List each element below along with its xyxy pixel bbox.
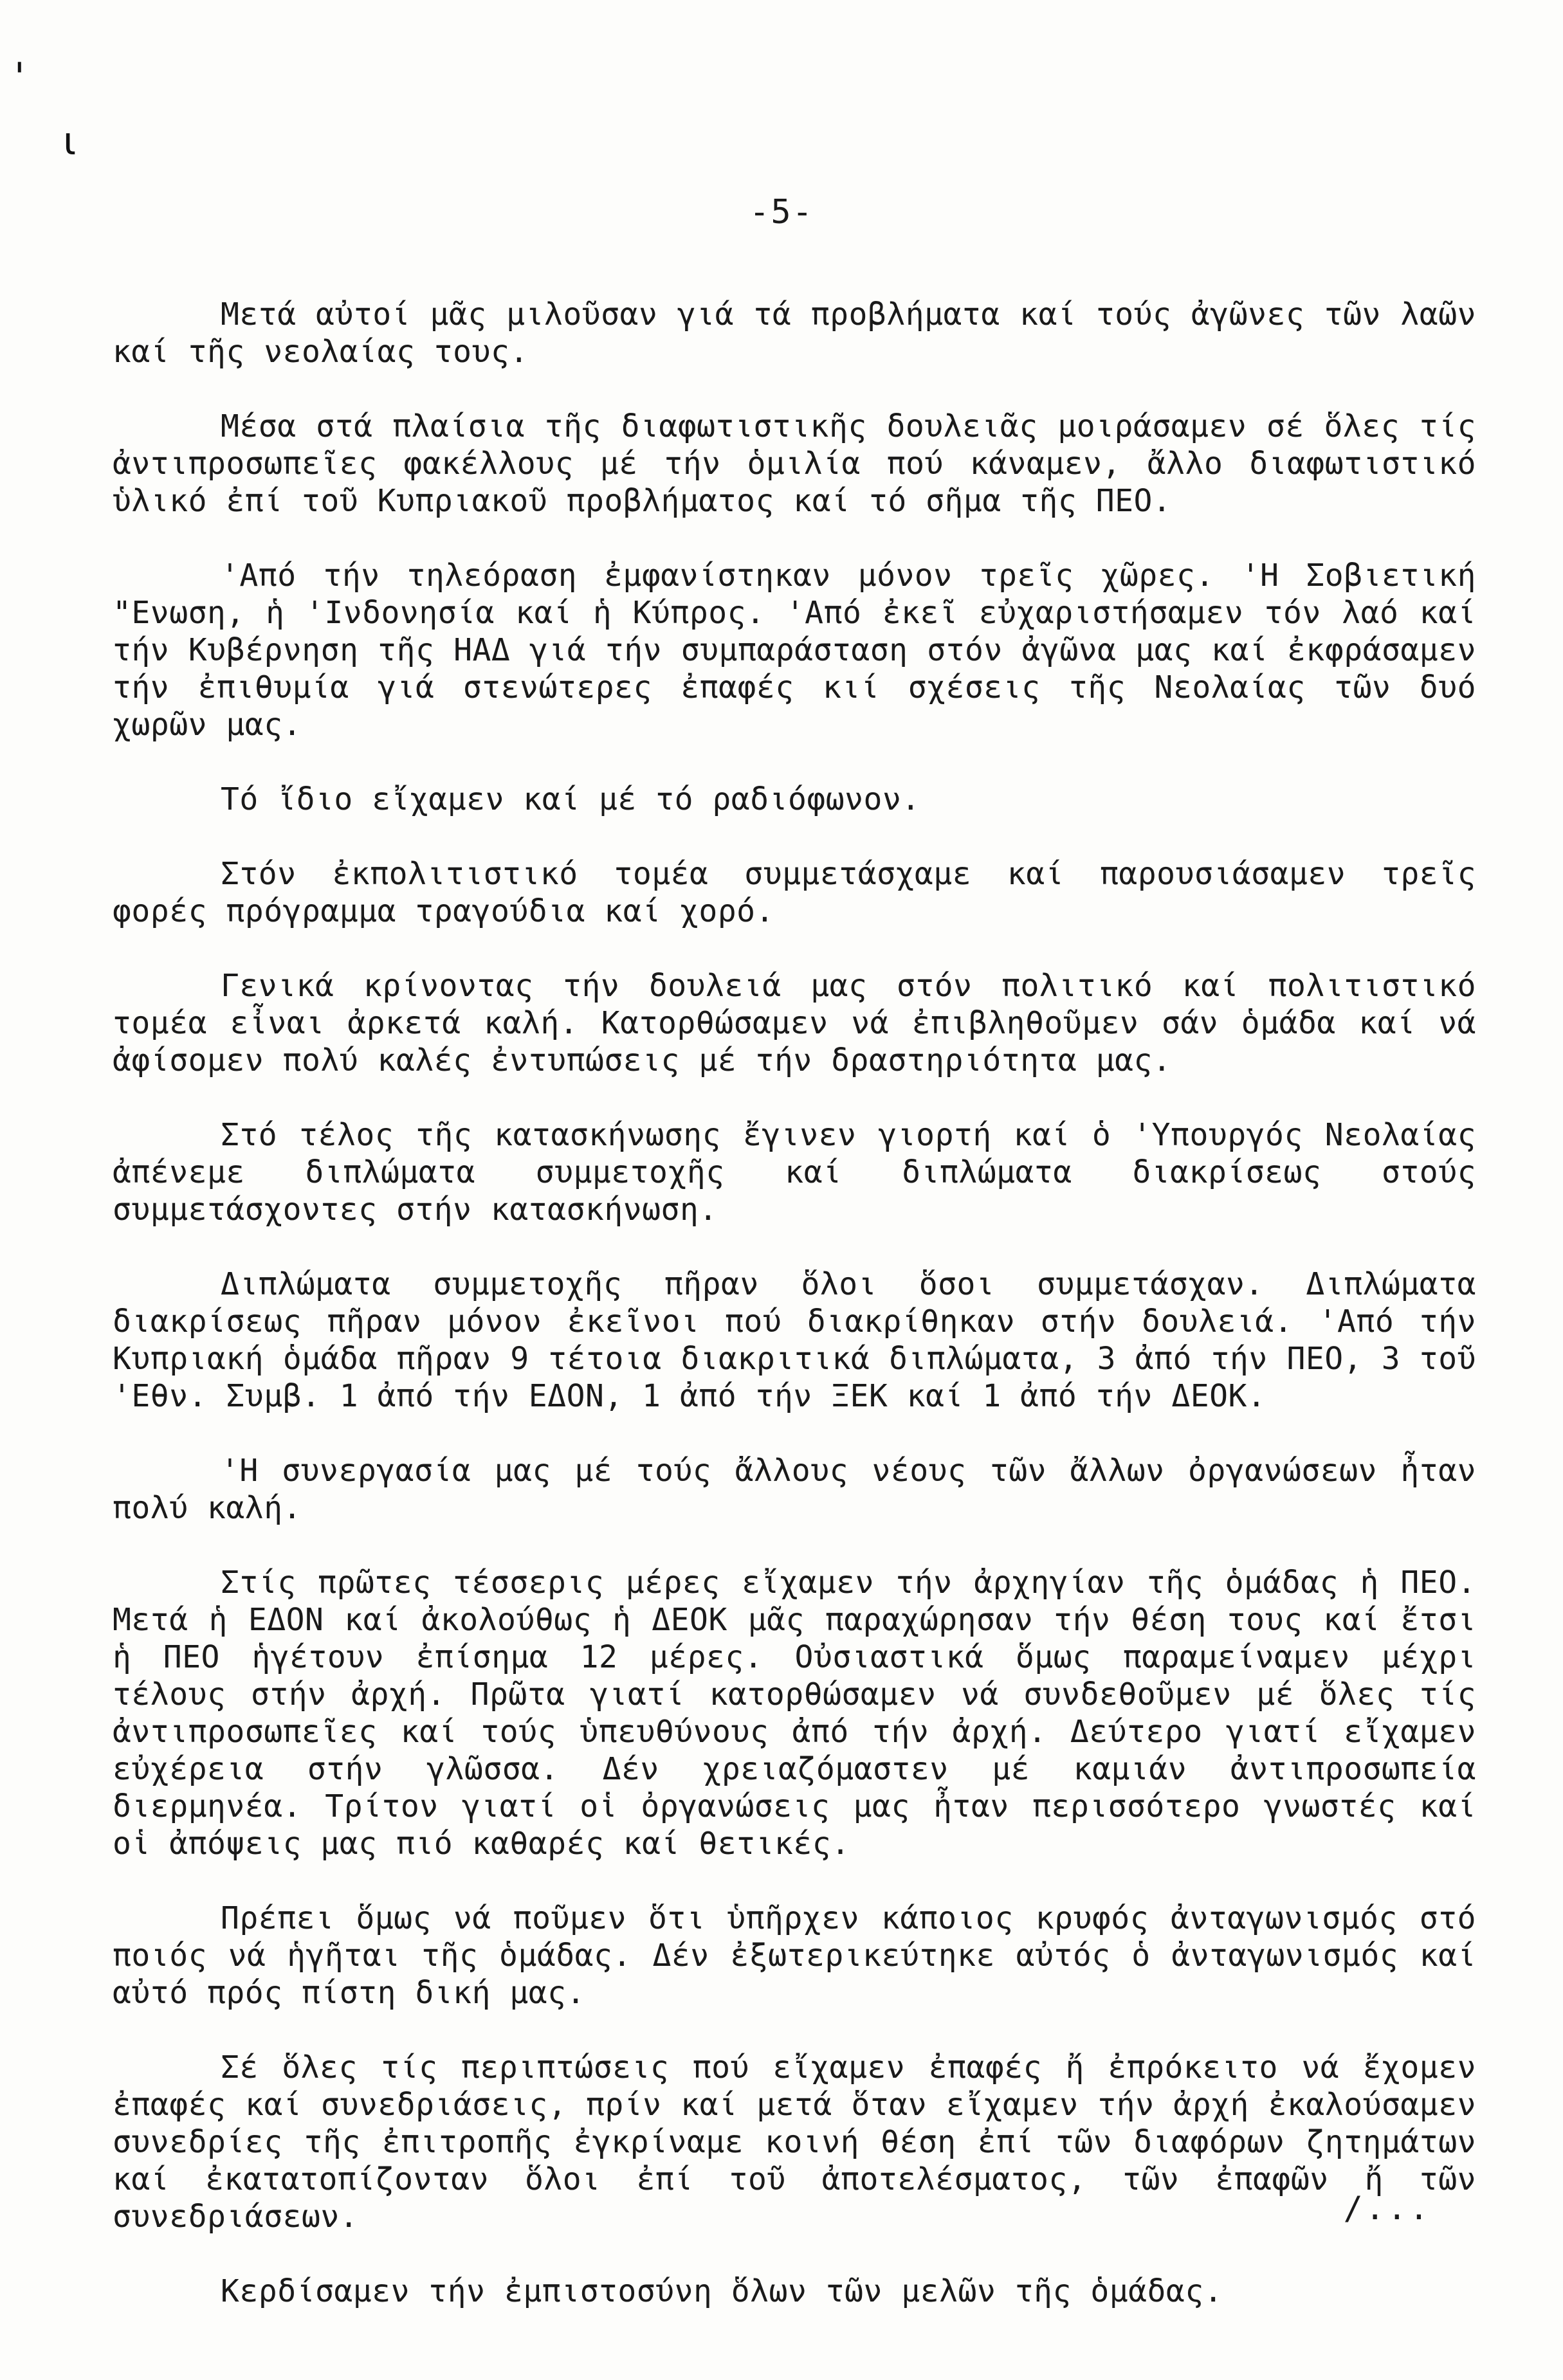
paragraph: Στόν ἐκπολιτιστικό τομέα συμμετάσχαμε καί παρουσιάσαμεν τρεῖς φορές πρόγραμμα τραγούδια καί χορό. <box>113 856 1495 929</box>
paragraph: Διπλώματα συμμετοχῆς πῆραν ὅλοι ὅσοι συμμετάσχαν. Διπλώματα διακρίσεως πῆραν μόνον ἐκεῖνοι πού διακρίθηκαν στήν δουλειά. 'Από τήν Κυπριακή ὁμάδα πῆραν 9 τέτοια διακριτικά διπλώματα, 3 ἀπό τήν ΠΕΟ, 3 τοῦ 'Εθν. Συμβ. 1 ἀπό τήν ΕΔΟΝ, 1 ἀπό τήν ΞΕΚ καί 1 ἀπό τήν ΔΕΟΚ. <box>113 1266 1495 1414</box>
page-number: -5- <box>749 193 814 232</box>
margin-mark-lower: ι <box>63 119 77 164</box>
paragraph: Σέ ὅλες τίς περιπτώσεις πού εἴχαμεν ἐπαφές ἤ ἐπρόκειτο νά ἔχομεν ἐπαφές καί συνεδριάσεις, πρίν καί μετά ὅταν εἴχαμεν τήν ἀρχή ἐκαλούσαμεν συνεδρίες τῆς ἐπιτροπῆς ἐγκρίναμε κοινή θέση ἐπί τῶν διαφόρων ζητημάτων καί ἐκατατοπίζονταν ὅλοι ἐπί τοῦ ἀποτελέσματος, τῶν ἐπαφῶν ἤ τῶν συνεδριάσεων. <box>113 2049 1495 2235</box>
paragraph: Κερδίσαμεν τήν ἐμπιστοσύνη ὅλων τῶν μελῶν τῆς ὁμάδας. <box>221 2273 1223 2309</box>
paragraph: Στίς πρῶτες τέσσερις μέρες εἴχαμεν τήν ἀρχηγίαν τῆς ὁμάδας ἡ ΠΕΟ. Μετά ἡ ΕΔΟΝ καί ἀκολούθως ἡ ΔΕΟΚ μᾶς παραχώρησαν τήν θέση τους καί ἔτσι ἡ ΠΕΟ ἡγέτουν ἐπίσημα 12 μέρες. Οὐσιαστικά ὅμως παραμείναμεν μέχρι τέλους στήν ἀρχή. Πρῶτα γιατί κατορθώσαμεν νά συνδεθοῦμεν μέ ὅλες τίς ἀντιπροσωπεῖες καί τούς ὑπευθύνους ἀπό τήν ἀρχή. Δεύτερο γιατί εἴχαμεν εὐχέρεια στήν γλῶσσα. Δέν χρειαζόμαστεν μέ καμιάν ἀντιπροσωπεία διερμηνέα. Τρίτον γιατί οἱ ὀργανώσεις μας ἦταν περισσότερο γνωστές καί οἱ ἀπόψεις μας πιό καθαρές καί θετικές. <box>113 1565 1495 1862</box>
margin-mark-top: ' <box>14 55 25 100</box>
paragraph: Στό τέλος τῆς κατασκήνωσης ἔγινεν γιορτή καί ὁ 'Υπουργός Νεολαίας ἀπένεμε διπλώματα συμμετοχῆς καί διπλώματα διακρίσεως στούς συμμετάσχοντες στήν κατασκήνωση. <box>113 1117 1495 1228</box>
paragraph: 'Από τήν τηλεόραση ἐμφανίστηκαν μόνον τρεῖς χῶρες. 'Η Σοβιετική "Ενωση, ἡ 'Ινδονησία καί ἡ Κύπρος. 'Από ἐκεῖ εὐχαριστήσαμεν τόν λαό καί τήν Κυβέρνηση τῆς ΗΑΔ γιά τήν συμπαράσταση στόν ἀγῶνα μας καί ἐκφράσαμεν τήν ἐπιθυμία γιά στενώτερες ἐπαφές κιί σχέσεις τῆς Νεολαίας τῶν δυό χωρῶν μας. <box>113 558 1495 743</box>
paragraph: Γενικά κρίνοντας τήν δουλειά μας στόν πολιτικό καί πολιτιστικό τομέα εἶναι ἀρκετά καλή. Κατορθώσαμεν νά ἐπιβληθοῦμεν σάν ὁμάδα καί νά ἀφίσομεν πολύ καλές ἐντυπώσεις μέ τήν δραστηριότητα μας. <box>113 968 1495 1078</box>
paragraph: Μέσα στά πλαίσια τῆς διαφωτιστικῆς δουλειᾶς μοιράσαμεν σέ ὅλες τίς ἀντιπροσωπεῖες φακέλλους μέ τήν ὁμιλία πού κάναμεν, ἄλλο διαφωτιστικό ὑλικό ἐπί τοῦ Κυπριακοῦ προβλήματος καί τό σῆμα τῆς ΠΕΟ. <box>113 408 1495 519</box>
paragraph: Μετά αὐτοί μᾶς μιλοῦσαν γιά τά προβλήματα καί τούς ἀγῶνες τῶν λαῶν καί τῆς νεολαίας τους. <box>113 296 1495 370</box>
paragraph: Πρέπει ὅμως νά ποῦμεν ὅτι ὑπῆρχεν κάποιος κρυφός ἀνταγωνισμός στό ποιός νά ἡγῆται τῆς ὁμάδας. Δέν ἐξωτερικεύτηκε αὐτός ὁ ἀνταγωνισμός καί αὐτό πρός πίστη δική μας. <box>113 1900 1495 2011</box>
paragraph: Τό ἴδιο εἴχαμεν καί μέ τό ραδιόφωνον. <box>221 781 920 817</box>
document-body <box>113 296 1495 2310</box>
paragraph: 'Η συνεργασία μας μέ τούς ἄλλους νέους τῶν ἄλλων ὀργανώσεων ἦταν πολύ καλή. <box>113 1453 1495 1526</box>
continuation-mark: /... <box>1343 2190 1431 2227</box>
